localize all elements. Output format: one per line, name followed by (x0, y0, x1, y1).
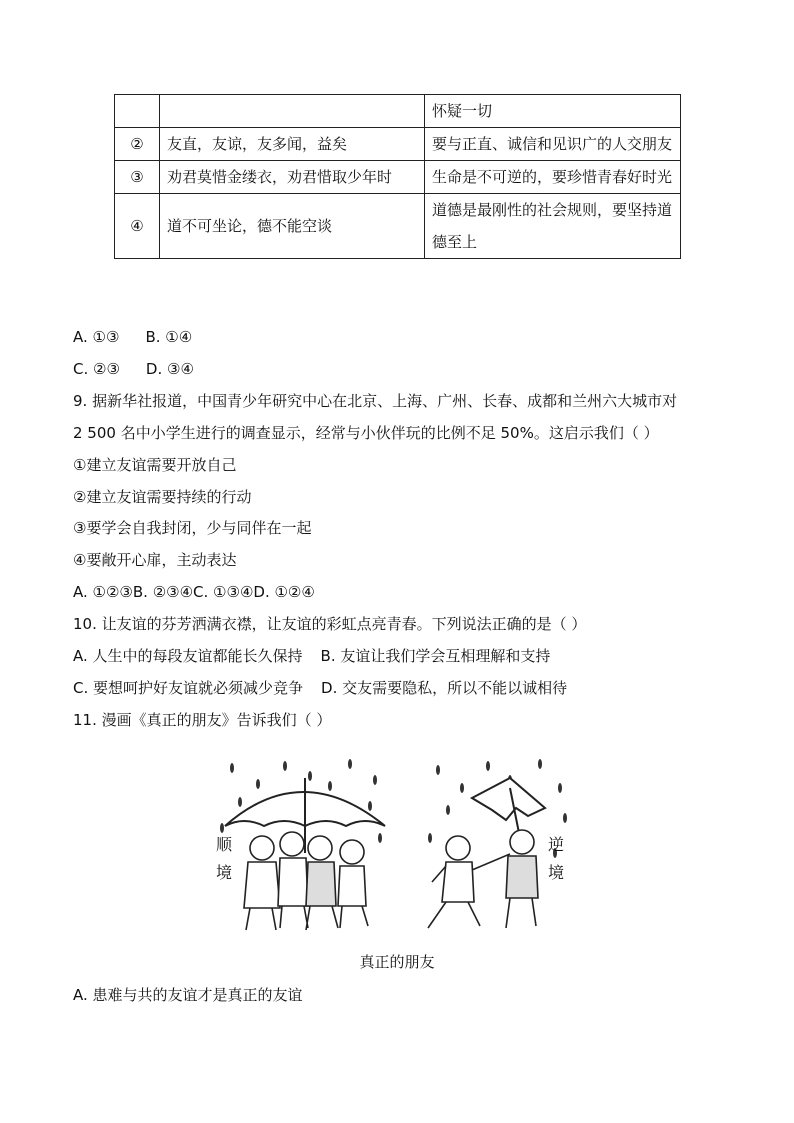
q8-option-c: C. ②③ (73, 360, 120, 378)
proverb-cell: 劝君莫惜金缕衣，劝君惜取少年时 (160, 161, 425, 194)
comic-caption: 真正的朋友 (359, 953, 435, 971)
q9-item-1: ①建立友谊需要开放自己 (73, 456, 237, 474)
q10-options-ab (73, 646, 550, 666)
q9-item-3: ③要学会自我封闭，少与同伴在一起 (73, 519, 312, 537)
table-row (115, 95, 681, 128)
q11-stem: 11. 漫画《真正的朋友》告诉我们（ ） (73, 711, 332, 729)
q10-option-d: D. 交友需要隐私，所以不能以诚相待 (321, 679, 568, 697)
umbrella-right-broken (472, 778, 545, 838)
q10-option-c: C. 要想呵护好友谊就必须减少竞争 (73, 679, 304, 697)
friends-pair-right (428, 830, 538, 928)
row-number (115, 95, 160, 128)
q9-stem-line1: 9. 据新华社报道，中国青少年研究中心在北京、上海、广州、长春、成都和兰州六大城市对 (73, 392, 678, 410)
q9-item-2: ②建立友谊需要持续的行动 (73, 488, 252, 506)
meaning-cell: 生命是不可逆的，要珍惜青春好时光 (425, 161, 681, 194)
q10-option-a: A. 人生中的每段友谊都能长久保持 (73, 647, 303, 665)
proverb-cell (160, 95, 425, 128)
row-number: ③ (115, 161, 160, 194)
comic-left-label-char2: 境 (216, 863, 233, 882)
table-row (115, 161, 681, 194)
comic-right-label-char1: 逆 (548, 835, 565, 854)
q9-options: A. ①②③B. ②③④C. ①③④D. ①②④ (73, 583, 315, 601)
q8-option-b: B. ①④ (145, 328, 193, 346)
q9-stem-line2: 2 500 名中小学生进行的调查显示，经常与小伙伴玩的比例不足 50%。这启示我们（ ） (73, 424, 659, 442)
table-row (115, 194, 681, 259)
row-number: ② (115, 128, 160, 161)
q9-item-4: ④要敞开心扉，主动表达 (73, 551, 237, 569)
proverb-cell: 道不可坐论，德不能空谈 (160, 194, 425, 259)
row-number: ④ (115, 194, 160, 259)
meaning-cell: 道德是最刚性的社会规则，要坚持道德至上 (425, 194, 681, 259)
comic-right-label-char2: 境 (548, 863, 565, 882)
q8-options-cd (73, 359, 194, 379)
q10-option-b: B. 友谊让我们学会互相理解和支持 (320, 647, 551, 665)
q8-options-ab (73, 327, 192, 347)
q8-option-d: D. ③④ (145, 360, 194, 378)
q10-options-cd (73, 678, 567, 698)
true-friend-comic (210, 758, 580, 940)
table-row (115, 128, 681, 161)
proverb-cell: 友直，友谅，友多闻，益矣 (160, 128, 425, 161)
meaning-cell: 要与正直、诚信和见识广的人交朋友 (425, 128, 681, 161)
comic-left-label-char1: 顺 (216, 835, 233, 854)
q11-option-a: A. 患难与共的友谊才是真正的友谊 (73, 986, 303, 1004)
q10-stem: 10. 让友谊的芬芳洒满衣襟，让友谊的彩虹点亮青春。下列说法正确的是（ ） (73, 615, 587, 633)
meaning-cell: 怀疑一切 (425, 95, 681, 128)
umbrella-left (225, 778, 385, 853)
proverb-table (114, 94, 681, 259)
q8-option-a: A. ①③ (73, 328, 120, 346)
